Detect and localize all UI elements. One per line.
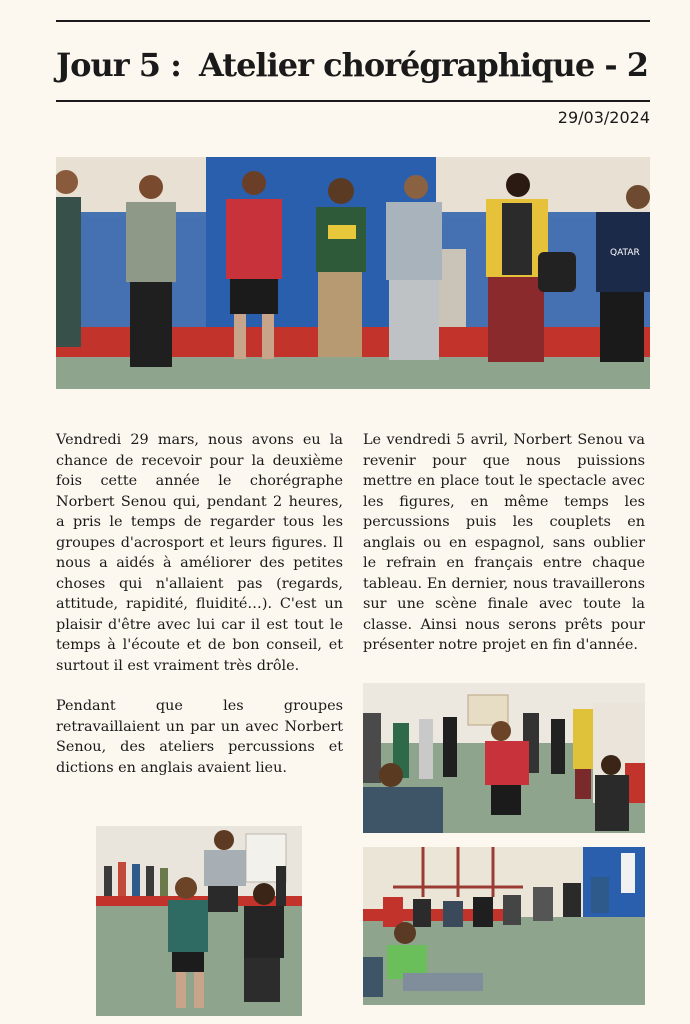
qatar-shirt-print: QATAR <box>610 248 640 258</box>
title-workshop: Atelier chorégraphique - 2 <box>199 46 648 84</box>
left-paragraph-2: Pendant que les groupes retravaillaient un par un avec Norbert Senou, des ateliers percussions et dictions en anglais avaient lieu. <box>56 698 343 776</box>
right-paragraph: Le vendredi 5 avril, Norbert Senou va revenir pour que nous puissions mettre en place tout le spectacle avec les figures, en même temps les percussions puis les couplets en anglais ou en espagnol, sans oublier le refrain en français entre chaque tableau. En dernier, nous travaillerons sur une scène finale avec toute la classe. Ainsi nous serons prêts pour présenter notre projet en fin d'année. <box>363 432 645 653</box>
students-seated-photo <box>363 847 645 1005</box>
acrosport-photo <box>96 826 302 1016</box>
top-rule <box>56 20 650 22</box>
page-title <box>56 40 650 90</box>
title-day: Jour 5 : <box>56 46 181 84</box>
group-photo <box>56 157 650 389</box>
left-paragraph-1: Vendredi 29 mars, nous avons eu la chance de recevoir pour la deuxième fois cette année le chorégraphe Norbert Senou qui, pendant 2 heures, a pris le temps de regarder tous les groupes d'acrosport et leurs figures. Il nous a aidés à améliorer des petites choses qui n'allaient pas (regards, attitude, rapidité, fluidité…). C'est un plaisir d'être avec lui car il est tout le temps à l'écoute et de bon conseil, et surtout il est vraiment très drôle. <box>56 432 343 674</box>
workshop-photo <box>363 683 645 833</box>
title-rule <box>56 100 650 102</box>
article-date: 29/03/2024 <box>557 108 650 127</box>
left-column <box>56 430 343 778</box>
